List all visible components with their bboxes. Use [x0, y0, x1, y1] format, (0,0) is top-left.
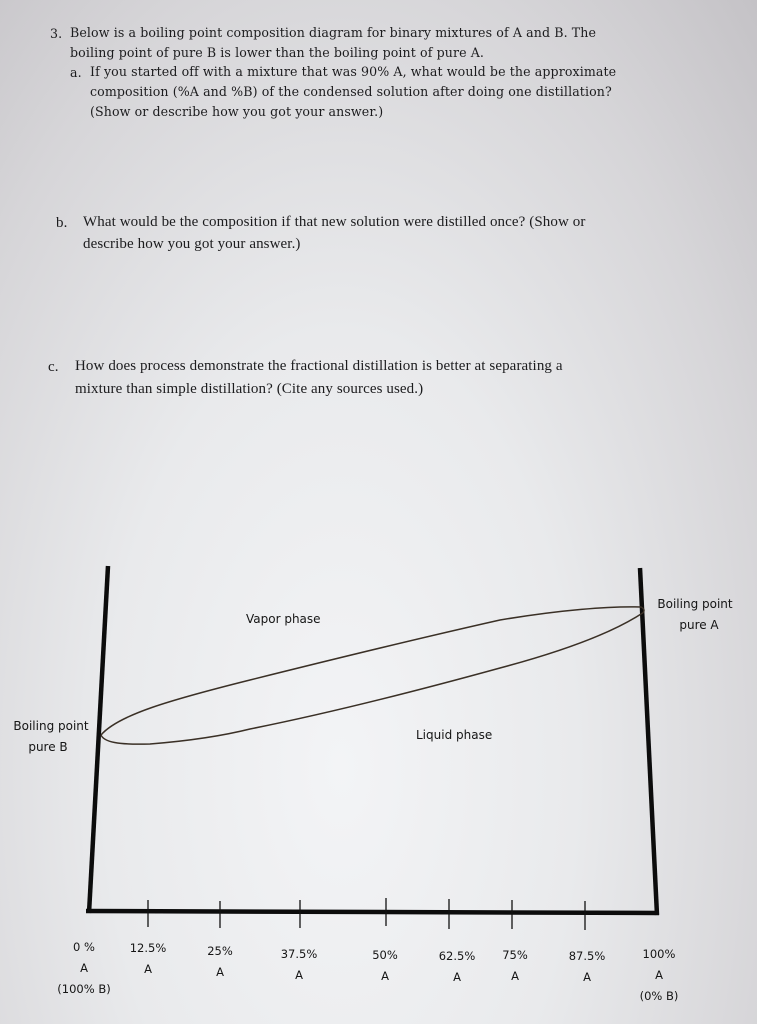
tick-comp: A	[295, 968, 303, 982]
liquid-phase-label: Liquid phase	[416, 728, 493, 742]
question-intro-line1: Below is a boiling point composition diagram for binary mixtures of A and B. The	[70, 25, 597, 40]
vapor-curve	[101, 607, 644, 735]
tick-comp: A	[144, 962, 152, 976]
bp-b-line2: pure B	[28, 740, 68, 754]
x-tick-label-2	[190, 941, 250, 983]
tick-pct: 62.5%	[438, 949, 476, 963]
tick-pct: 100%	[642, 947, 676, 961]
bottom-axis	[86, 911, 659, 913]
tick-pct: 12.5%	[129, 941, 167, 955]
part-b-line2: describe how you got your answer.)	[83, 236, 301, 252]
tick-comp: A	[216, 965, 224, 979]
boiling-point-pure-b-label	[8, 716, 94, 758]
x-tick-label-6	[485, 945, 545, 987]
boiling-point-pure-a-label	[652, 594, 738, 636]
vapor-phase-label: Vapor phase	[246, 612, 321, 626]
tick-comp: A	[511, 969, 519, 983]
x-tick-label-5	[427, 946, 487, 988]
question-number: 3.	[50, 26, 63, 41]
tick-comp: A	[453, 970, 461, 984]
tick-note: (100% B)	[57, 982, 111, 996]
part-c-letter: c.	[48, 359, 59, 375]
part-b-line1: What would be the composition if that new solution were distilled once? (Show or	[83, 214, 586, 230]
tick-pct: 75%	[502, 948, 528, 962]
tick-note: (0% B)	[639, 989, 679, 1003]
part-c-line1: How does process demonstrate the fractional distillation is better at separating a	[75, 358, 563, 374]
bp-b-line1: Boiling point	[13, 719, 89, 733]
x-tick-label-7	[557, 946, 617, 988]
tick-comp: A	[80, 961, 88, 975]
tick-pct: 0 %	[73, 940, 95, 954]
tick-comp: A	[655, 968, 663, 982]
x-tick-label-1	[118, 938, 178, 980]
part-a-line3: (Show or describe how you got your answer.)	[90, 104, 384, 119]
tick-pct: 25%	[207, 944, 233, 958]
part-a-letter: a.	[70, 65, 82, 80]
liquid-curve	[101, 614, 641, 744]
part-c-line2: mixture than simple distillation? (Cite any sources used.)	[75, 381, 424, 397]
tick-pct: 37.5%	[280, 947, 318, 961]
x-tick-label-3	[269, 944, 329, 986]
bp-a-line2: pure A	[679, 618, 719, 632]
x-tick-label-8	[628, 944, 690, 1007]
part-a-line1: If you started off with a mixture that was 90% A, what would be the approximate	[90, 64, 617, 79]
tick-pct: 50%	[372, 948, 398, 962]
tick-comp: A	[583, 970, 591, 984]
tick-pct: 87.5%	[568, 949, 606, 963]
tick-comp: A	[381, 969, 389, 983]
x-tick-label-0	[52, 937, 116, 1000]
part-b-letter: b.	[56, 215, 68, 231]
part-a-line2: composition (%A and %B) of the condensed solution after doing one distillation?	[90, 84, 612, 99]
question-intro-line2: boiling point of pure B is lower than the boiling point of pure A.	[70, 45, 485, 60]
bp-a-line1: Boiling point	[657, 597, 733, 611]
x-tick-label-4	[355, 945, 415, 987]
